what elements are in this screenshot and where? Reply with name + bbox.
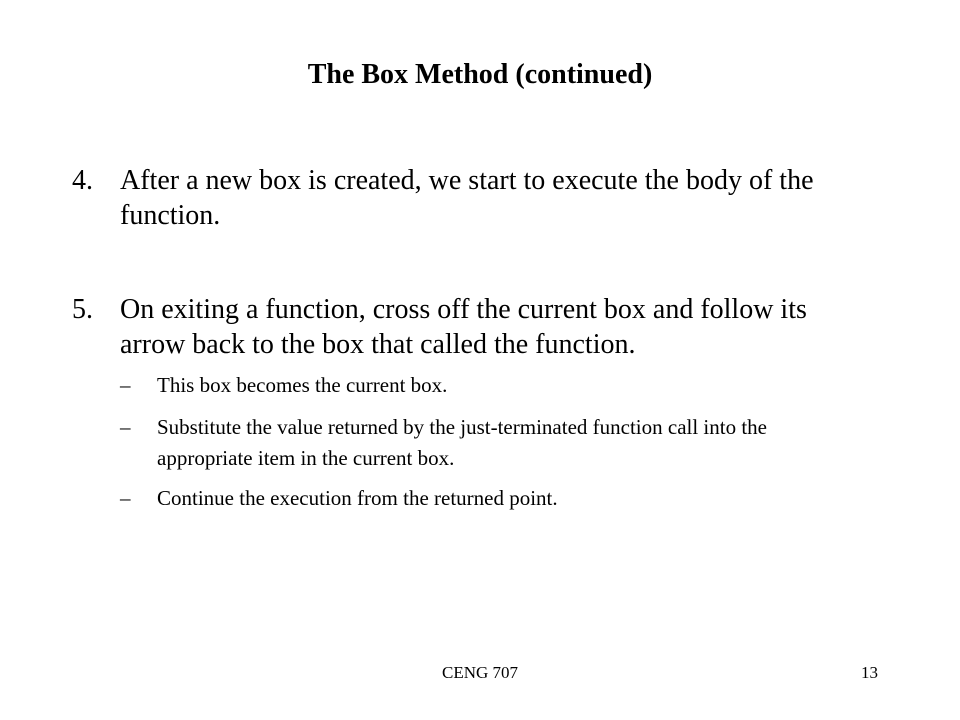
list-item-5 — [72, 292, 872, 362]
sub-item-text: This box becomes the current box. — [157, 373, 448, 397]
dash-bullet: – — [120, 486, 131, 510]
list-item-4 — [72, 163, 872, 233]
slide-title: The Box Method (continued) — [307, 59, 653, 90]
list-item-text: After a new box is created, we start to execute the body of the function. — [120, 165, 814, 231]
dash-bullet: – — [120, 415, 131, 439]
footer-page-number: 13 — [861, 663, 878, 682]
footer-course-label: CENG 707 — [441, 663, 519, 682]
list-item-number: 4. — [72, 165, 93, 196]
list-item-number: 5. — [72, 294, 93, 325]
sub-item-text: Continue the execution from the returned point. — [157, 486, 558, 510]
sub-item-text: Substitute the value returned by the just-terminated function call into the appropriate item in the current box. — [157, 415, 768, 470]
sub-item — [120, 412, 860, 474]
sub-item — [120, 370, 860, 401]
sub-item — [120, 483, 860, 514]
dash-bullet: – — [120, 373, 131, 397]
list-item-text: On exiting a function, cross off the current box and follow its arrow back to the box that called the function. — [120, 294, 807, 360]
